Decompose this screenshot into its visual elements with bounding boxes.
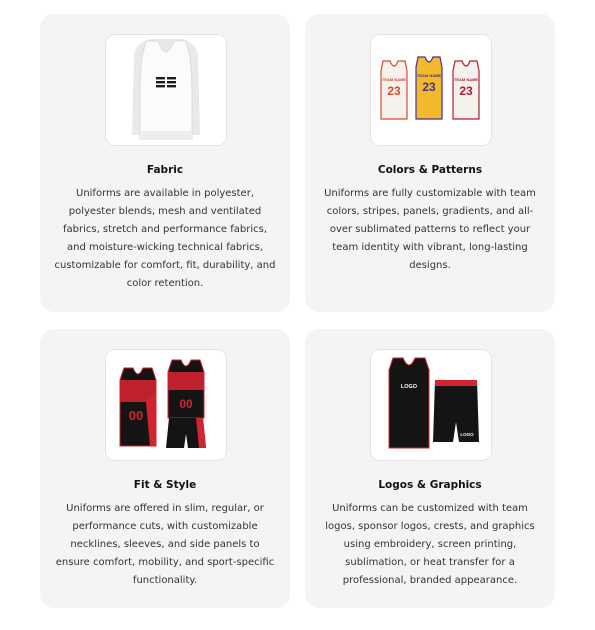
black-red-uniforms-image [105, 349, 227, 461]
card-title: Fit & Style [133, 479, 197, 491]
black-logo-uniform-image [370, 349, 492, 461]
uniform-number: 00 [179, 397, 193, 411]
uniform-number: 00 [128, 408, 144, 423]
logo-mark: LOGO [400, 384, 418, 390]
fabric-card [40, 14, 290, 312]
card-description: Uniforms are offered in slim, regular, or performance cuts, with customizable necklines, sleeves, and side panels to ensure comfort, mobility, and sport-specific functionality. [55, 503, 275, 586]
jersey-team-name: TEAM NAME [453, 77, 479, 82]
jersey-number: 23 [387, 84, 401, 98]
white-jersey-image [105, 34, 227, 146]
fit-style-card [40, 329, 290, 608]
logos-graphics-card [305, 329, 555, 608]
three-jerseys-image [370, 34, 492, 146]
card-description: Uniforms are available in polyester, polyester blends, mesh and ventilated fabrics, stretch and performance fabrics, and moisture-wicking technical fabrics, customizable for comfort, fit, durability, and color retention. [54, 188, 276, 289]
card-description: Uniforms can be customized with team logos, sponsor logos, crests, and graphics using embroidery, screen printing, sublimation, or heat transfer for a professional, branded appearance. [325, 503, 535, 586]
jersey-number: 23 [422, 80, 436, 94]
jersey-team-name: TEAM NAME [381, 77, 407, 82]
colors-patterns-card [305, 14, 555, 312]
card-title: Logos & Graphics [378, 479, 482, 491]
card-description: Uniforms are fully customizable with team colors, stripes, panels, gradients, and all-over sublimated patterns to reflect your team identity with vibrant, long-lasting designs. [324, 188, 536, 271]
card-title: Colors & Patterns [377, 164, 483, 176]
card-title: Fabric [146, 164, 184, 176]
jersey-team-name: TEAM NAME [416, 73, 442, 78]
jersey-number: 23 [459, 84, 473, 98]
logo-mark: LOGO [460, 432, 474, 437]
